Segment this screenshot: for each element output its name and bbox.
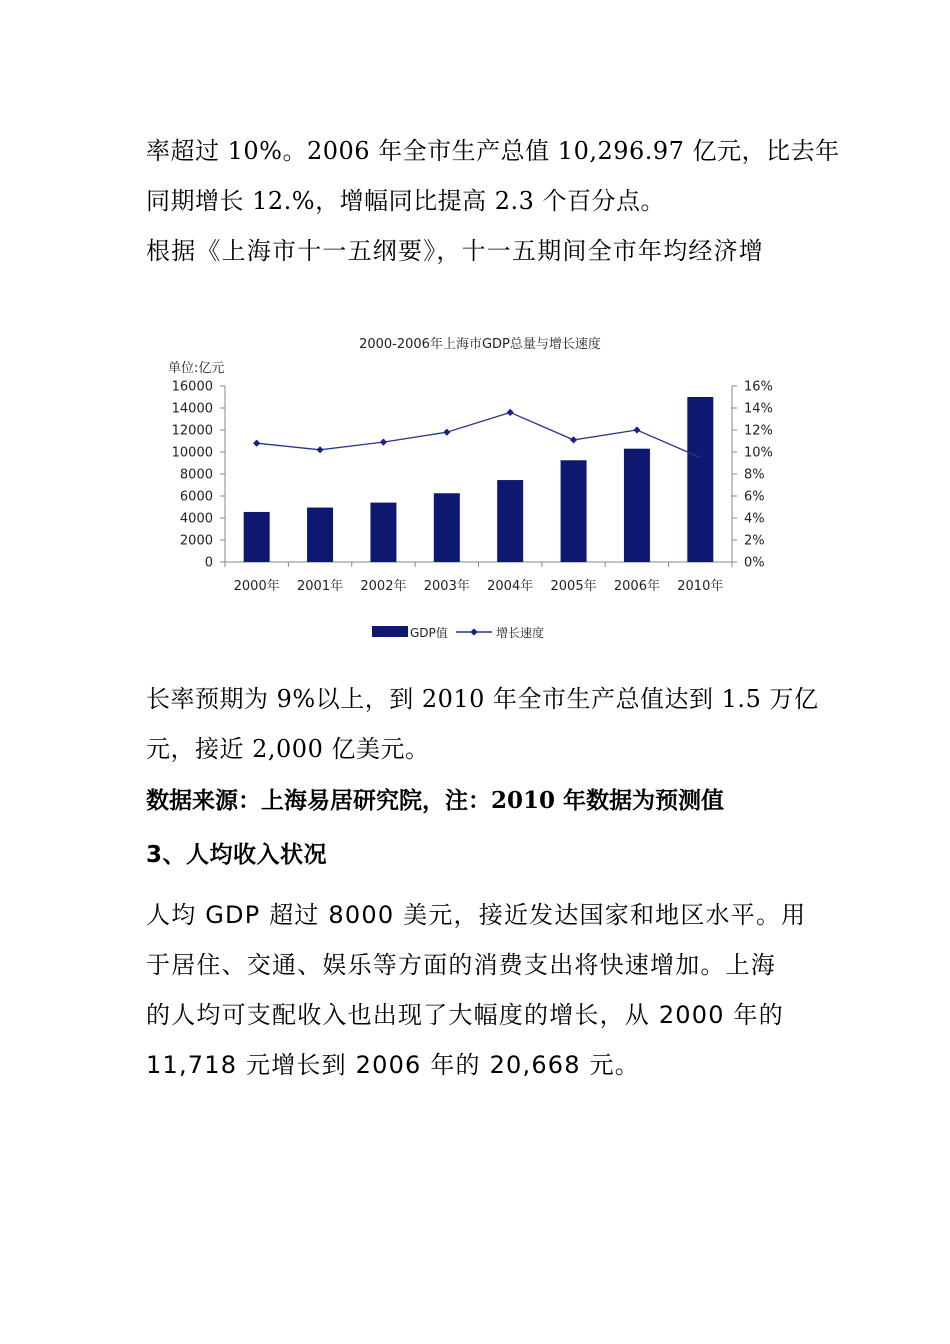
y-right-tick-label: 16%: [744, 379, 773, 395]
source-note: 数据来源：上海易居研究院，注：2010 年数据为预测值: [146, 787, 725, 814]
gdp-bar: [687, 397, 713, 562]
growth-rate-point: [507, 409, 514, 416]
y-right-tick-label: 12%: [744, 423, 773, 439]
section-heading: 3、人均收入状况: [146, 842, 328, 868]
growth-rate-point: [253, 440, 260, 447]
x-tick-label: 2000年: [233, 579, 280, 594]
y-right-tick-label: 14%: [744, 401, 773, 417]
para4-line2: 于居住、交通、娱乐等方面的消费支出将快速增加。上海: [146, 951, 776, 979]
para3-line2: 元，接近 2,000 亿美元。: [146, 735, 430, 763]
gdp-bar: [307, 508, 333, 562]
y-left-tick-label: 4000: [179, 511, 213, 527]
gdp-bar: [497, 480, 523, 562]
x-tick-label: 2010年: [677, 579, 724, 594]
gdp-bar: [244, 512, 270, 562]
y-left-tick-label: 6000: [179, 489, 213, 505]
growth-rate-point: [633, 426, 640, 433]
y-right-tick-label: 2%: [744, 533, 765, 549]
chart-unit-label: 单位:亿元: [168, 361, 225, 376]
y-left-tick-label: 8000: [179, 467, 213, 483]
para4-line3: 的人均可支配收入也出现了大幅度的增长，从 2000 年的: [146, 1001, 784, 1029]
legend-label-gdp: GDP值: [410, 626, 448, 640]
legend-swatch-gdp: [372, 626, 408, 637]
y-left-tick-label: 12000: [171, 423, 213, 439]
gdp-bar: [434, 493, 460, 562]
para1-line2: 同期增长 12.%，增幅同比提高 2.3 个百分点。: [146, 187, 666, 215]
x-tick-label: 2006年: [613, 579, 660, 594]
para3-line1: 长率预期为 9%以上，到 2010 年全市生产总值达到 1.5 万亿: [146, 685, 819, 713]
para2-line1: 根据《上海市十一五纲要》，十一五期间全市年均经济增: [146, 237, 764, 265]
x-tick-label: 2004年: [487, 579, 534, 594]
para4-line4: 11,718 元增长到 2006 年的 20,668 元。: [146, 1051, 640, 1079]
gdp-chart: [150, 322, 810, 652]
y-right-tick-label: 10%: [744, 445, 773, 461]
x-tick-label: 2005年: [550, 579, 597, 594]
para1-line1: 率超过 10%。2006 年全市生产总值 10,296.97 亿元，比去年: [146, 137, 840, 165]
x-tick-label: 2001年: [297, 579, 344, 594]
y-left-tick-label: 14000: [171, 401, 213, 417]
x-tick-label: 2002年: [360, 579, 407, 594]
y-left-tick-label: 16000: [171, 379, 213, 395]
y-right-tick-label: 6%: [744, 489, 765, 505]
growth-rate-point: [570, 436, 577, 443]
gdp-bar: [561, 460, 587, 562]
y-right-tick-label: 0%: [744, 555, 765, 571]
growth-rate-point: [443, 429, 450, 436]
y-left-tick-label: 0: [204, 555, 213, 571]
legend-swatch-growth-marker: [470, 628, 477, 635]
growth-rate-point: [380, 439, 387, 446]
y-right-tick-label: 8%: [744, 467, 765, 483]
para4-line1: 人均 GDP 超过 8000 美元，接近发达国家和地区水平。用: [146, 901, 807, 929]
y-left-tick-label: 2000: [179, 533, 213, 549]
chart-title: 2000-2006年上海市GDP总量与增长速度: [359, 337, 601, 352]
y-right-tick-label: 4%: [744, 511, 765, 527]
gdp-bar: [624, 449, 650, 562]
legend-label-growth: 增长速度: [496, 626, 545, 640]
y-left-tick-label: 10000: [171, 445, 213, 461]
gdp-chart-svg: [150, 322, 810, 652]
x-tick-label: 2003年: [423, 579, 470, 594]
growth-rate-point: [316, 446, 323, 453]
gdp-bar: [370, 503, 396, 562]
